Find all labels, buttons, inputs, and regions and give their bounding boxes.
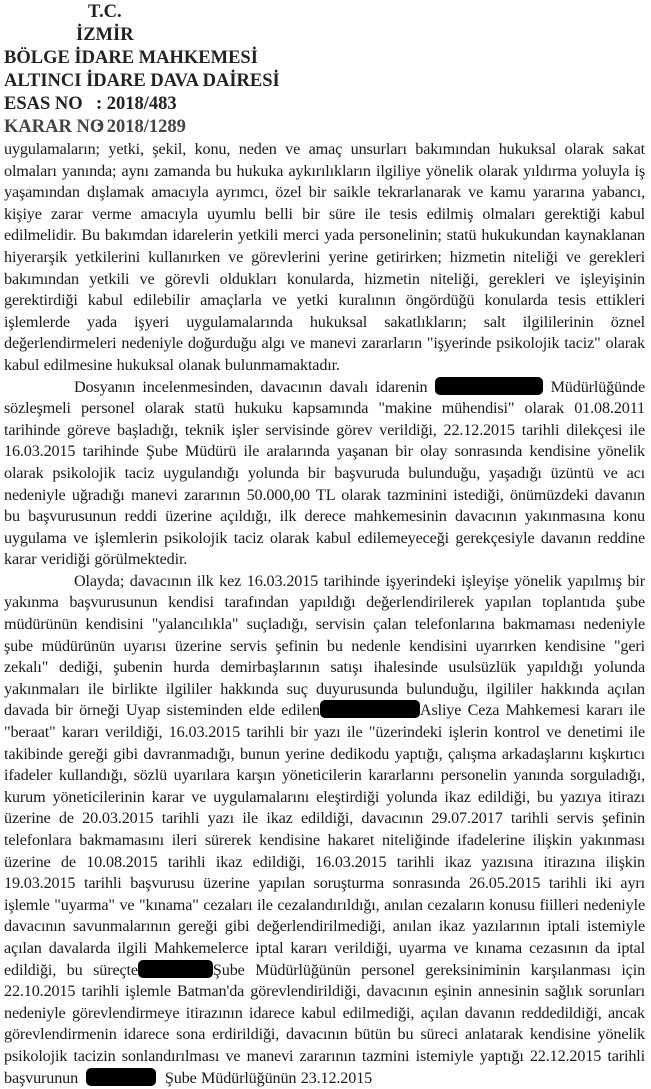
header-city: İZMİR [76,25,134,45]
paragraph-2-part-b: Müdürlüğünde sözleşmeli personel olarak statü hukuku kapsamında "makine mühendisi" olarak 01.08.2011 tarihinde göreve başladığı, teknik işler servisinde görev verildiği, 22.12.2015 tarihli dilekçesi ile 16.03.2015 tarihinde Şube Müdürü ile aralarında yaşanan bir olay sonrasında kendisine yönelik olarak psikolojik taciz uygulandığı yolunda bir başvuruda bulunduğu, yaşadığı üzüntü ve acı nedeniyle uğradığı manevi zararının 50.000,00 TL olarak tazminini istediği, önümüzdeki davanın bu başvurusunun reddi üzerine açıldığı, ilk derece mahkemesinin davacının yakınmasına konu uygulama ve işlemlerin psikolojik taciz olarak kabul edilemeyeceği gerekçesiyle davanın reddine karar veridiği görülmektedir. [4,377,645,569]
paragraph-3-part-c: Şube Müdürlüğünün personel gereksiniminin karşılanması için 22.10.2015 tarihli işlemle Batman'da görevlendirildiği, davacının eşinin annesinin sağlık sorunları nedeniyle görevlendirmeye itirazının idarece kabul edilmediği, açılan davanın reddedildiği, ancak görevlendirmenin idarece sona erdirildiği, davacının bütün bu süreci anlatarak kendisine yönelik psikolojik tacizin sonlandırılması ve manevi zararının tazmini istemiyle yaptığı 22.12.2015 tarihli başvurunun [4,960,646,1087]
karar-label: KARAR NO [4,117,105,137]
paragraph-3-part-b: Asliye Ceza Mahkemesi kararı ile "beraat" kararı verildiği, 16.03.2015 tarihli bir yazı ile "üzerindeki işlerin kontrol ve denetimi ile takibinde gereği gibi davranmadığı, bunun yerine dedikodu yaptığı, çalışma arkadaşlarını kışkırtıcı ifadeler kullandığı, sözlü uyarılara karşın yöneticilerin kararlarını personelin yanında sorguladığı, kurum yöneticilerinin karar ve uygulamalarını eleştirdiği yolunda ikaz edildiği, bu yazıya itirazı üzerine de 20.03.2015 tarihli yazı ile ikaz edildiği, davacının 29.07.2017 tarihli servis şefinin telefonlara bakmamasını ileri sürerek kendisine hakaret niteliğinde ifadelerine ilişkin yakınması üzerine de 10.08.2015 tarihli ikaz edildiği, 16.03.2015 tarihli ikaz yazısına itirazına ilişkin 19.03.2015 tarihli başvurusu üzerine yapılan soruşturma sonrasında 26.05.2015 tarihli iki ayrı işlemle "uyarma" ve "kınama" cezaları ile cezalandırıldığı, anılan cezaların konusu fiilleri nedeniyle davacının savunmalarının gereği gibi değerlendirilmediği, anılan ikaz yazılarının iptali istemiyle açılan davalarda ilgili Mahkemelerce iptal kararı verildiği, uyarma ve kınama cezasının da iptal edildiği, bu süreçte [4,701,645,979]
paragraph-2 [4,377,645,571]
header-chamber: ALTINCI İDARE DAVA DAİRESİ [4,71,280,91]
karar-value: : 2018/1289 [96,117,186,137]
paragraph-3-part-d: Şube Müdürlüğünün 23.12.2015 [164,1068,373,1087]
header-karar [4,116,645,139]
esas-label: ESAS NO [4,94,83,114]
header-esas [4,93,645,116]
paragraph-2-part-a: Dosyanın incelenmesinden, davacının davalı idarenin [74,377,436,396]
redaction-block [435,377,543,395]
redaction-block [86,1068,156,1086]
paragraph-3 [4,571,645,1089]
header-tc: T.C. [88,2,122,22]
esas-value: : 2018/483 [96,94,177,114]
redaction-block [138,960,213,978]
redaction-block [320,700,420,718]
paragraph-1: uygulamaların; yetki, şekil, konu, neden ve amaç unsurları bakımından hukuksal olarak sakat olmaları yanında; aynı zamanda bu hukuka aykırılıkların ilgiliye yönelik olarak yıldırma yoluyla iş yaşamından dışlamak amacıyla ayrımcı, özel bir saikle tekrarlanarak ve kamu yararına yabancı, kişiye zarar verme amacıyla uyumlu belli bir süre ile tesis edilmiş olmaları gerektiği kabul edilmelidir. Bu bakımdan idarelerin yetkili merci yada personelinin; statü hukukundan kaynaklanan hiyerarşik yetkilerini kullanırken ve görevlerini yerine getirirken; hizmetin niteliği ve gerekleri bakımından yetkili ve görevli oldukları konularda, hizmetin niteliği, gerekleri ve işleyişinin gerektirdiği kabul edilebilir amaçlarla ve yetki kuralının öngördüğü konularda tesis ettikleri işlemlerde yada işyeri uygulamalarında hukuksal sakatlıkların; salt ilgililerinin öznel değerlendirmeleri nedeniyle doğurduğu algı ve manevi zararların "işyerinde psikolojik taciz" olarak kabul edilmesine hukuksal olanak bulunmamaktadır. [4,140,645,374]
paragraph-3-part-a: Olayda; davacının ilk kez 16.03.2015 tarihinde işyerindeki işleyişe yönelik yapılmış bir yakınma başvurusunun kendisi tarafından yapıldığı değerlendirilerek yapılan toplantıda şube müdürünün kendisini "yalancılıkla" suçladığı, servisin çalan telefonlarına bakmaması nedeniyle şube müdürünün uyarısı üzerine servis şefinin bu nedenle kendisini uyarırken kendisine "geri zekalı" dediği, şubenin hurda demirbaşlarının satışı ihalesinde usulsüzlük yapıldığı yolunda yakınmaları ile birlikte ilgililer hakkında suç duyurusunda bulunduğu, ilgililer hakkında açılan davada bir örneği Uyap sisteminden elde edilen [4,571,645,720]
decision-body [4,139,645,1089]
header-court: BÖLGE İDARE MAHKEMESİ [4,48,258,68]
